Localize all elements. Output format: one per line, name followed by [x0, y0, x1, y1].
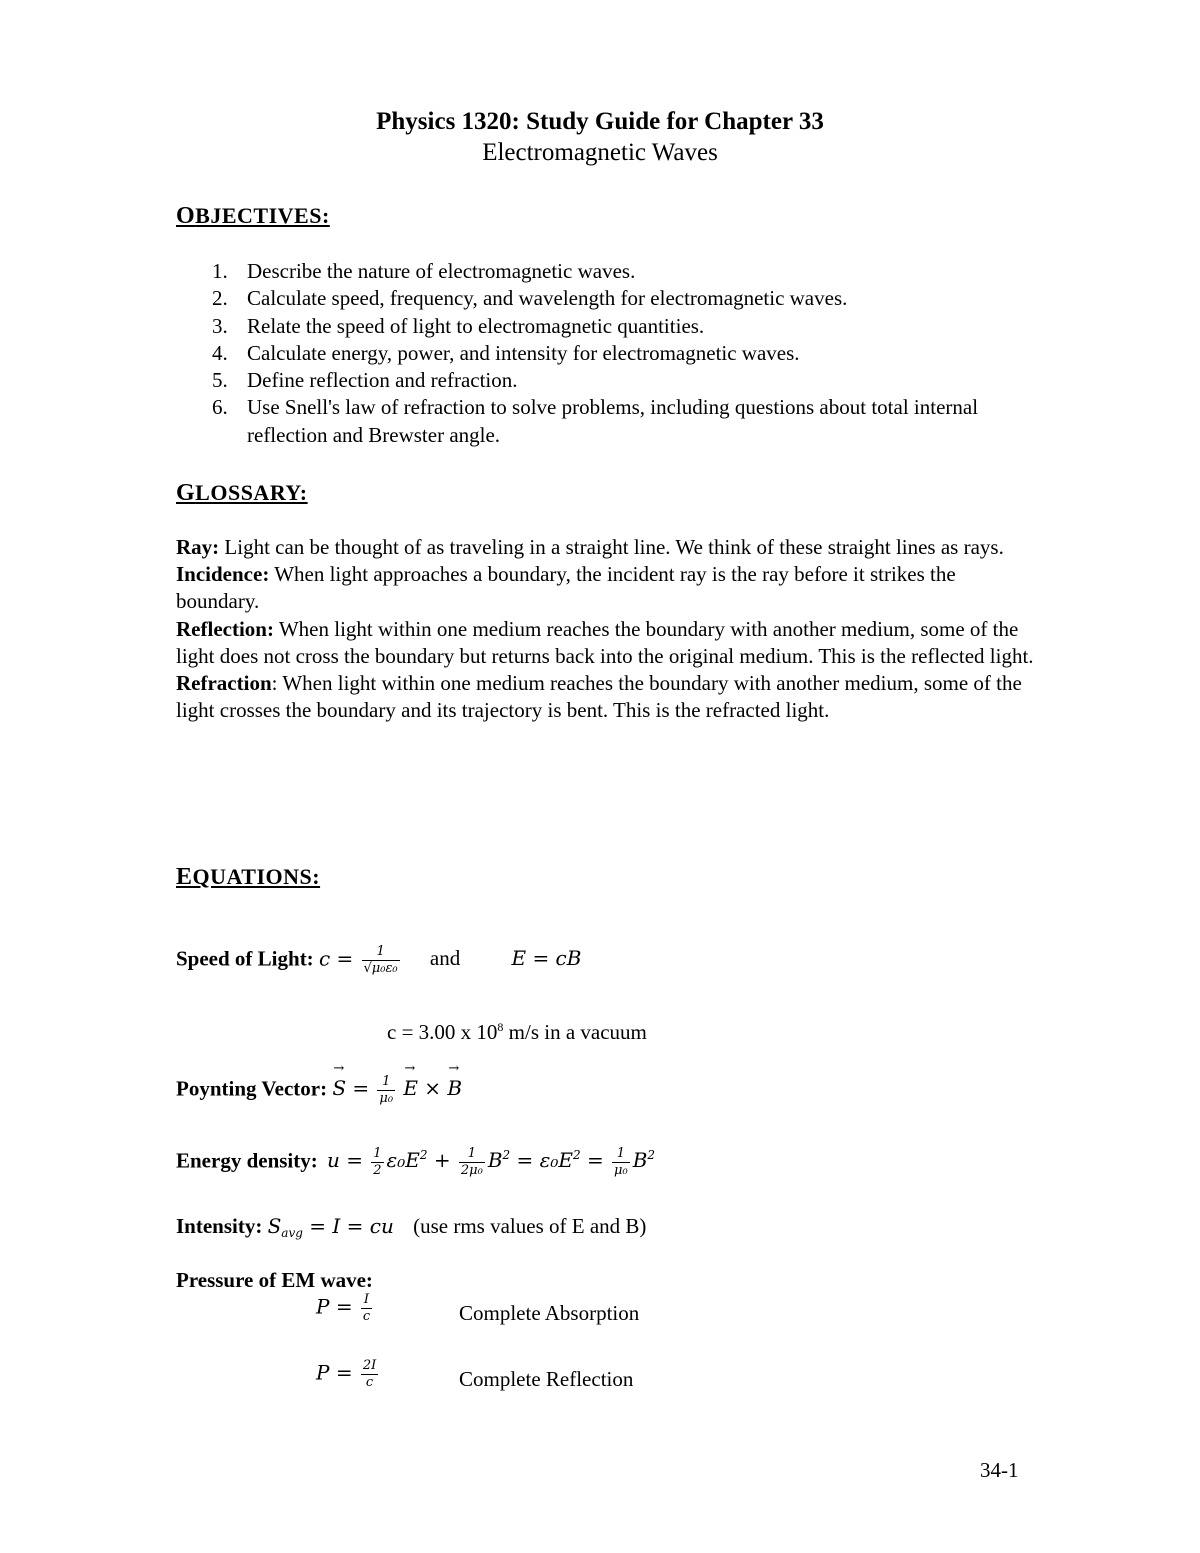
list-item: 3. Relate the speed of light to electromagnetic quantities. [212, 313, 705, 338]
fraction: $\frac{1}{\text{μ₀}}$ [379, 1074, 394, 1106]
list-item: 4. Calculate energy, power, and intensity for electromagnetic waves. [212, 340, 800, 365]
glossary-heading: GLOSSARY: [176, 480, 308, 506]
page-number: 34-1 [980, 1458, 1019, 1482]
list-item: 1. Describe the nature of electromagnetic waves. [212, 259, 636, 283]
energy-density-equation: Energy density: u = $\frac{1}{2}$ $\varepsilon_0E^2$ + $\frac{1}{\text{2μ₀}}$ $B^2 = \varepsilon_0E^2$ = $\frac{1}{\text{μ₀}}$ $B^2$ [176, 1146, 656, 1178]
intensity-equation: Intensity: $S_{avg} = I$ = cu (use rms values of E and B) [176, 1214, 647, 1240]
fraction: $\frac{2I}{c}$ [362, 1358, 377, 1390]
page-title: Physics 1320: Study Guide for Chapter 33 [376, 108, 824, 135]
equations-heading: EQUATIONS: [176, 864, 321, 890]
list-item: 2. Calculate speed, frequency, and wavelength for electromagnetic waves. [212, 286, 848, 311]
list-item: 5. Define reflection and refraction. [212, 368, 518, 393]
pressure-heading: Pressure of EM wave: [176, 1268, 373, 1292]
glossary-entry-incidence: Incidence: When light approaches a boundary, the incident ray is the ray before it strikes the boundary. [176, 562, 956, 614]
absorption-label: Complete Absorption [459, 1301, 640, 1325]
fraction: $\frac{1}{\text{√μ₀ε₀}}$ [363, 944, 398, 976]
speed-of-light-value: c = 3.00 x $10^8$ m/s in a vacuum [387, 1020, 647, 1044]
pressure-absorption-equation: P = $\frac{I}{c}$ [316, 1292, 371, 1324]
fraction: $\frac{1}{2}$ [373, 1146, 382, 1178]
fraction: $\frac{1}{\text{μ₀}}$ [614, 1146, 628, 1178]
glossary-entry-ray: Ray: Light can be thought of as traveling in a straight line. We think of these straight lines as rays. [176, 535, 1004, 559]
reflection-label: Complete Reflection [459, 1367, 634, 1391]
poynting-vector-equation: Poynting Vector: → S = $\frac{1}{\text{μ₀}}$ → E × → B [176, 1074, 462, 1107]
fraction: $\frac{1}{\text{2μ₀}}$ [460, 1146, 483, 1178]
glossary-entry-refraction: Refraction: When light within one medium reaches the boundary with another medium, some of the light crosses the boundary and its trajectory is bent. This is the refracted light. [176, 671, 1022, 723]
glossary-entries [176, 534, 1036, 724]
glossary-entry-reflection: Reflection: When light within one medium reaches the boundary with another medium, some of the light does not cross the boundary but returns back into the original medium. This is the reflected light. [176, 616, 1034, 668]
speed-of-light-equation: Speed of Light: c = $\frac{1}{\text{√μ₀ε₀}}$ and E = cB [176, 944, 582, 976]
objectives-list [176, 258, 1026, 449]
pressure-reflection-equation: P = $\frac{2I}{c}$ [316, 1358, 377, 1390]
list-item: 6. Use Snell's law of refraction to solve problems, including questions about total internal reflection and Brewster angle. [212, 395, 979, 447]
objectives-heading: OBJECTIVES: [176, 203, 330, 229]
fraction: $\frac{I}{c}$ [362, 1292, 371, 1324]
page-subtitle: Electromagnetic Waves [482, 139, 718, 166]
